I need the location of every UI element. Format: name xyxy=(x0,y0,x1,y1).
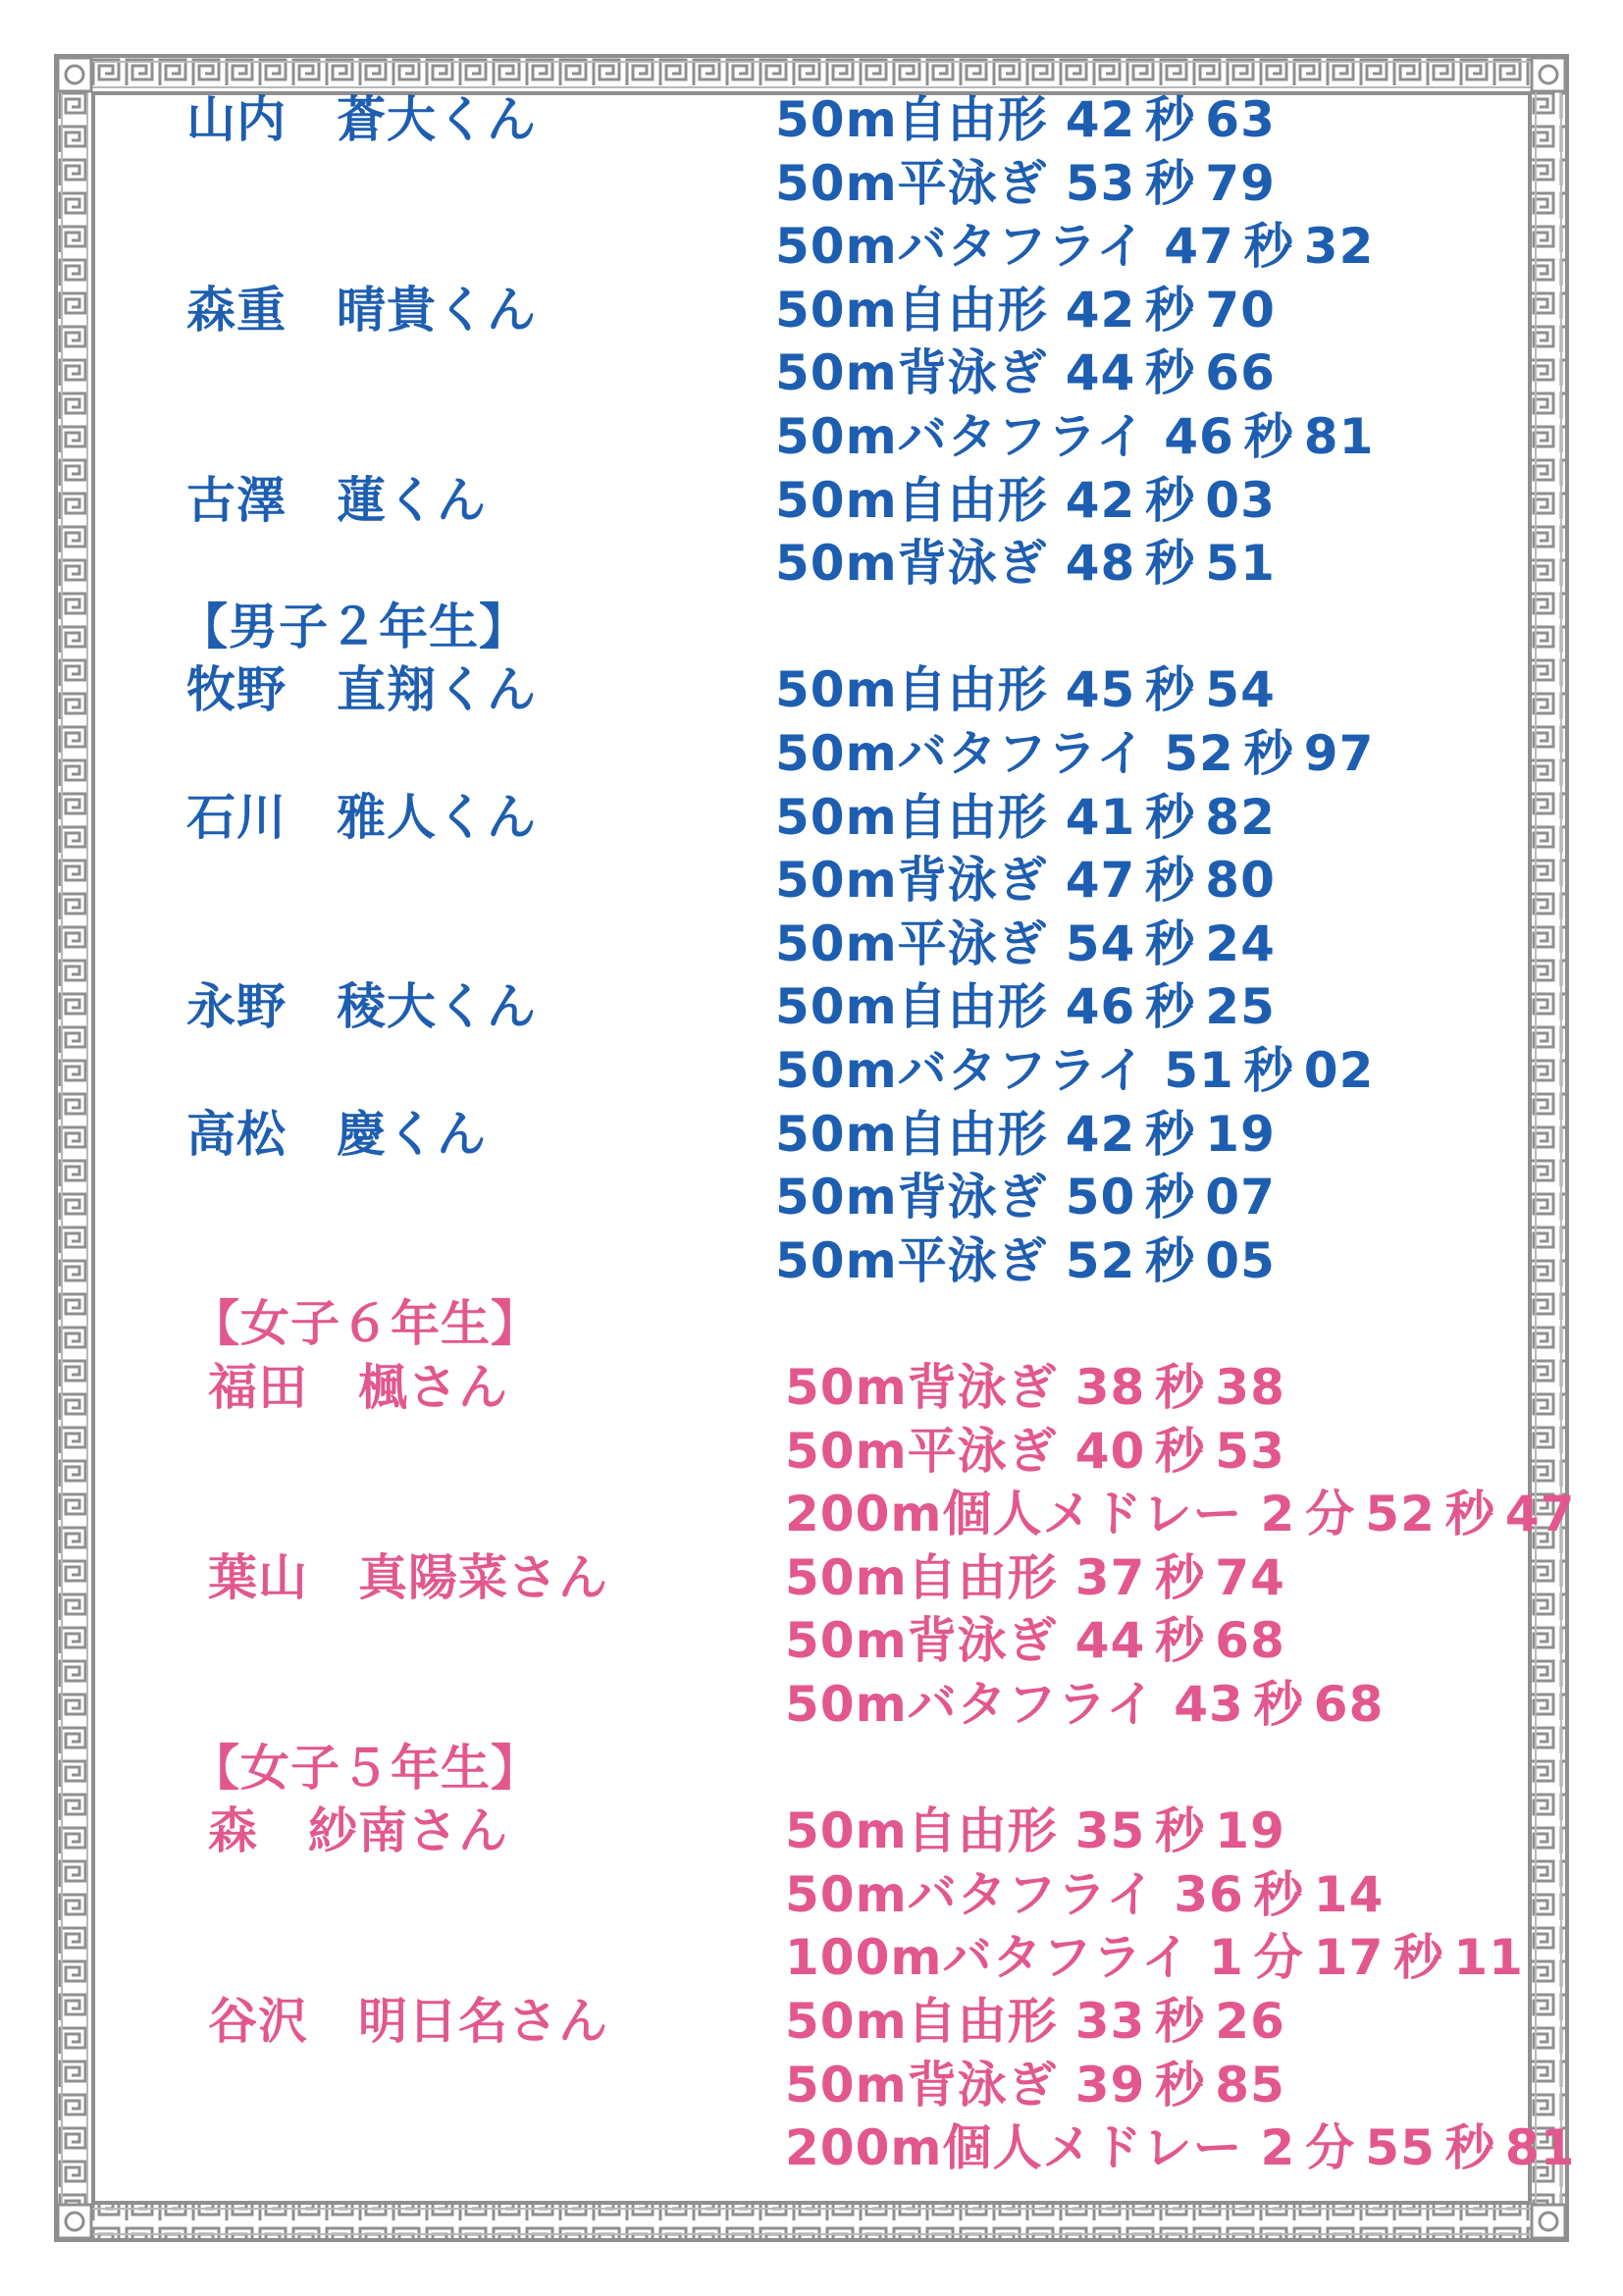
time-part: 17 xyxy=(1313,1929,1385,1987)
time-part: 42 xyxy=(1065,91,1136,148)
record-row xyxy=(0,1168,1623,1226)
record-cell xyxy=(785,1485,1575,1543)
time-part: 70 xyxy=(1205,281,1276,339)
event-name: 50m自由形 xyxy=(775,471,1048,529)
time-part: 54 xyxy=(1205,661,1276,719)
record-row xyxy=(0,281,1623,339)
time-part: 02 xyxy=(1303,1042,1375,1099)
time-part: 秒 xyxy=(1155,1359,1206,1416)
time-part: 03 xyxy=(1205,471,1276,529)
time-part: 2 xyxy=(1260,1486,1296,1543)
record-cell xyxy=(775,90,1276,149)
event-name: 50m背泳ぎ xyxy=(785,1612,1058,1670)
time-part: 52 xyxy=(1065,1231,1136,1289)
record-row xyxy=(0,788,1623,847)
time-part: 32 xyxy=(1303,218,1375,276)
swimmer-name: 牧野 直翔くん xyxy=(186,661,537,719)
time-part: 秒 xyxy=(1155,1612,1206,1670)
time-part: 11 xyxy=(1453,1929,1524,1987)
time-part: 54 xyxy=(1065,914,1136,972)
record-row xyxy=(0,1865,1623,1924)
record-row xyxy=(0,1548,1623,1607)
time-part: 41 xyxy=(1065,788,1136,846)
event-name: 200m個人メドレー xyxy=(785,1486,1243,1543)
record-cell xyxy=(785,2118,1575,2177)
event-name: 50m背泳ぎ xyxy=(775,1169,1048,1226)
time-part: 40 xyxy=(1074,1422,1146,1480)
time-part: 秒 xyxy=(1145,281,1196,339)
event-name: 50m自由形 xyxy=(785,1802,1058,1860)
record-cell xyxy=(785,1358,1285,1417)
time-part: 44 xyxy=(1065,344,1136,402)
record-row xyxy=(0,407,1623,466)
event-name: 100mバタフライ xyxy=(785,1929,1191,1987)
event-name: 50m平泳ぎ xyxy=(775,914,1048,972)
time-part: 42 xyxy=(1065,281,1136,339)
record-cell xyxy=(775,1231,1276,1290)
event-name: 50mバタフライ xyxy=(775,218,1147,276)
time-part: 24 xyxy=(1205,914,1276,972)
event-name: 50m自由形 xyxy=(775,281,1048,339)
time-part: 68 xyxy=(1215,1612,1285,1670)
record-row xyxy=(0,1485,1623,1543)
time-part: 秒 xyxy=(1145,914,1196,972)
time-part: 52 xyxy=(1164,725,1234,782)
time-part: 秒 xyxy=(1393,1929,1444,1987)
event-name: 50m自由形 xyxy=(775,1105,1048,1163)
record-cell xyxy=(785,1422,1285,1481)
time-part: 秒 xyxy=(1145,91,1196,148)
time-part: 2 xyxy=(1260,2119,1296,2177)
time-part: 42 xyxy=(1065,1105,1136,1163)
time-part: 05 xyxy=(1205,1231,1276,1289)
record-row xyxy=(0,851,1623,910)
section-heading: 【女子６年生】 xyxy=(190,1295,541,1353)
record-row xyxy=(0,1041,1623,1100)
time-part: 68 xyxy=(1313,1676,1385,1733)
time-part: 1 xyxy=(1208,1929,1244,1987)
time-part: 46 xyxy=(1164,408,1234,465)
event-name: 50m自由形 xyxy=(775,978,1048,1036)
swimmer-name: 森重 晴貴くん xyxy=(186,281,537,339)
time-part: 36 xyxy=(1174,1865,1244,1923)
time-part: 43 xyxy=(1174,1676,1244,1733)
record-row xyxy=(0,2056,1623,2114)
record-cell xyxy=(775,851,1276,910)
record-cell xyxy=(775,154,1276,213)
time-part: 80 xyxy=(1205,852,1276,910)
record-row xyxy=(0,534,1623,593)
swimmer-name: 葉山 真陽菜さん xyxy=(208,1548,608,1606)
time-part: 63 xyxy=(1205,91,1276,148)
time-part: 分 xyxy=(1305,2119,1356,2177)
swimmer-name: 石川 雅人くん xyxy=(186,788,537,846)
time-part: 秒 xyxy=(1145,1231,1196,1289)
time-part: 14 xyxy=(1313,1865,1385,1923)
time-part: 52 xyxy=(1365,1486,1436,1543)
time-part: 19 xyxy=(1205,1105,1276,1163)
record-cell xyxy=(775,788,1276,847)
event-name: 50m平泳ぎ xyxy=(785,1422,1058,1480)
record-row xyxy=(0,660,1623,719)
event-name: 50m自由形 xyxy=(775,91,1048,148)
record-cell xyxy=(775,407,1374,466)
time-part: 秒 xyxy=(1145,978,1196,1036)
time-part: 50 xyxy=(1065,1169,1136,1226)
section-heading: 【女子５年生】 xyxy=(190,1739,541,1797)
time-part: 35 xyxy=(1074,1802,1146,1860)
record-cell xyxy=(785,1928,1524,1987)
swimmer-name: 谷沢 明日名さん xyxy=(208,1993,608,2050)
section-heading-row xyxy=(0,1739,1623,1798)
time-part: 秒 xyxy=(1145,661,1196,719)
time-part: 51 xyxy=(1205,535,1276,593)
record-row xyxy=(0,90,1623,149)
time-part: 07 xyxy=(1205,1169,1276,1226)
section-heading-row xyxy=(0,598,1623,656)
record-row xyxy=(0,1801,1623,1860)
time-part: 38 xyxy=(1215,1359,1285,1416)
time-part: 秒 xyxy=(1145,1105,1196,1163)
event-name: 50m背泳ぎ xyxy=(785,1359,1058,1416)
time-part: 秒 xyxy=(1243,218,1294,276)
record-cell xyxy=(775,1041,1374,1100)
time-part: 秒 xyxy=(1145,852,1196,910)
time-part: 53 xyxy=(1065,154,1136,212)
record-row xyxy=(0,154,1623,213)
event-name: 50m背泳ぎ xyxy=(775,535,1048,593)
time-part: 48 xyxy=(1065,535,1136,593)
time-part: 秒 xyxy=(1243,725,1294,782)
time-part: 25 xyxy=(1205,978,1276,1036)
section-heading-row xyxy=(0,1294,1623,1353)
event-name: 50mバタフライ xyxy=(775,725,1147,782)
time-part: 85 xyxy=(1215,2056,1285,2113)
swimmer-name: 高松 慶くん xyxy=(186,1105,487,1163)
record-row xyxy=(0,1675,1623,1734)
record-row xyxy=(0,1231,1623,1290)
swimmer-name: 古澤 蓮くん xyxy=(186,471,487,529)
time-part: 42 xyxy=(1065,471,1136,529)
record-row xyxy=(0,1928,1623,1987)
record-row xyxy=(0,2118,1623,2177)
time-part: 秒 xyxy=(1243,408,1294,465)
record-row xyxy=(0,1358,1623,1417)
event-name: 50mバタフライ xyxy=(785,1676,1157,1733)
time-part: 45 xyxy=(1065,661,1136,719)
time-part: 秒 xyxy=(1155,1993,1206,2050)
event-name: 50m自由形 xyxy=(785,1548,1058,1606)
record-cell xyxy=(775,534,1276,593)
record-row xyxy=(0,343,1623,402)
record-cell xyxy=(785,2056,1285,2114)
time-part: 37 xyxy=(1074,1548,1146,1606)
record-cell xyxy=(775,471,1276,530)
record-cell xyxy=(785,1675,1384,1734)
event-name: 50m平泳ぎ xyxy=(775,154,1048,212)
time-part: 秒 xyxy=(1253,1676,1304,1733)
record-cell xyxy=(775,724,1374,783)
time-part: 秒 xyxy=(1444,2119,1495,2177)
section-heading: 【男子２年生】 xyxy=(179,598,529,655)
time-part: 秒 xyxy=(1155,1802,1206,1860)
time-part: 秒 xyxy=(1145,154,1196,212)
event-name: 50mバタフライ xyxy=(775,408,1147,465)
time-part: 秒 xyxy=(1145,471,1196,529)
time-part: 38 xyxy=(1074,1359,1146,1416)
time-part: 秒 xyxy=(1243,1042,1294,1099)
record-row xyxy=(0,1422,1623,1481)
record-cell xyxy=(775,1168,1276,1226)
time-part: 74 xyxy=(1215,1548,1285,1606)
swimmer-name: 福田 楓さん xyxy=(208,1359,508,1416)
time-part: 46 xyxy=(1065,978,1136,1036)
record-cell xyxy=(775,660,1276,719)
time-part: 44 xyxy=(1074,1612,1146,1670)
event-name: 50m平泳ぎ xyxy=(775,1231,1048,1289)
event-name: 50m背泳ぎ xyxy=(785,2056,1058,2113)
time-part: 81 xyxy=(1303,408,1375,465)
record-cell xyxy=(785,1548,1285,1607)
time-part: 33 xyxy=(1074,1993,1146,2050)
record-row xyxy=(0,1992,1623,2051)
time-part: 分 xyxy=(1253,1929,1304,1987)
record-row xyxy=(0,217,1623,276)
event-name: 50m背泳ぎ xyxy=(775,852,1048,910)
event-name: 50m自由形 xyxy=(785,1993,1058,2050)
record-row xyxy=(0,1611,1623,1670)
event-name: 50m自由形 xyxy=(775,661,1048,719)
time-part: 秒 xyxy=(1253,1865,1304,1923)
record-row xyxy=(0,724,1623,783)
time-part: 26 xyxy=(1215,1993,1285,2050)
time-part: 分 xyxy=(1305,1486,1356,1543)
time-part: 秒 xyxy=(1155,1548,1206,1606)
event-name: 50mバタフライ xyxy=(785,1865,1157,1923)
event-name: 50mバタフライ xyxy=(775,1042,1147,1099)
time-part: 66 xyxy=(1205,344,1276,402)
record-cell xyxy=(775,1105,1276,1164)
record-cell xyxy=(775,343,1276,402)
time-part: 47 xyxy=(1065,852,1136,910)
record-cell xyxy=(775,914,1276,973)
time-part: 97 xyxy=(1303,725,1375,782)
time-part: 47 xyxy=(1164,218,1234,276)
swimmer-name: 永野 稜大くん xyxy=(186,978,537,1036)
time-part: 秒 xyxy=(1145,344,1196,402)
time-part: 19 xyxy=(1215,1802,1285,1860)
time-part: 秒 xyxy=(1155,2056,1206,2113)
time-part: 79 xyxy=(1205,154,1276,212)
time-part: 秒 xyxy=(1145,1169,1196,1226)
record-cell xyxy=(785,1992,1285,2051)
time-part: 53 xyxy=(1215,1422,1285,1480)
record-row xyxy=(0,977,1623,1036)
swimmer-name: 山内 蒼大くん xyxy=(186,91,537,148)
time-part: 47 xyxy=(1504,1486,1576,1543)
time-part: 81 xyxy=(1504,2119,1576,2177)
time-part: 秒 xyxy=(1444,1486,1495,1543)
time-part: 秒 xyxy=(1155,1422,1206,1480)
record-cell xyxy=(785,1865,1384,1924)
record-cell xyxy=(785,1801,1285,1860)
event-name: 50m自由形 xyxy=(775,788,1048,846)
record-cell xyxy=(785,1611,1285,1670)
time-part: 秒 xyxy=(1145,788,1196,846)
record-cell xyxy=(775,281,1276,339)
time-part: 秒 xyxy=(1145,535,1196,593)
swimmer-name: 森 紗南さん xyxy=(208,1802,508,1860)
time-part: 82 xyxy=(1205,788,1276,846)
time-part: 39 xyxy=(1074,2056,1146,2113)
record-row xyxy=(0,914,1623,973)
time-part: 51 xyxy=(1164,1042,1234,1099)
record-row xyxy=(0,471,1623,530)
record-cell xyxy=(775,977,1276,1036)
time-part: 55 xyxy=(1365,2119,1436,2177)
event-name: 200m個人メドレー xyxy=(785,2119,1243,2177)
event-name: 50m背泳ぎ xyxy=(775,344,1048,402)
record-cell xyxy=(775,217,1374,276)
record-row xyxy=(0,1105,1623,1164)
